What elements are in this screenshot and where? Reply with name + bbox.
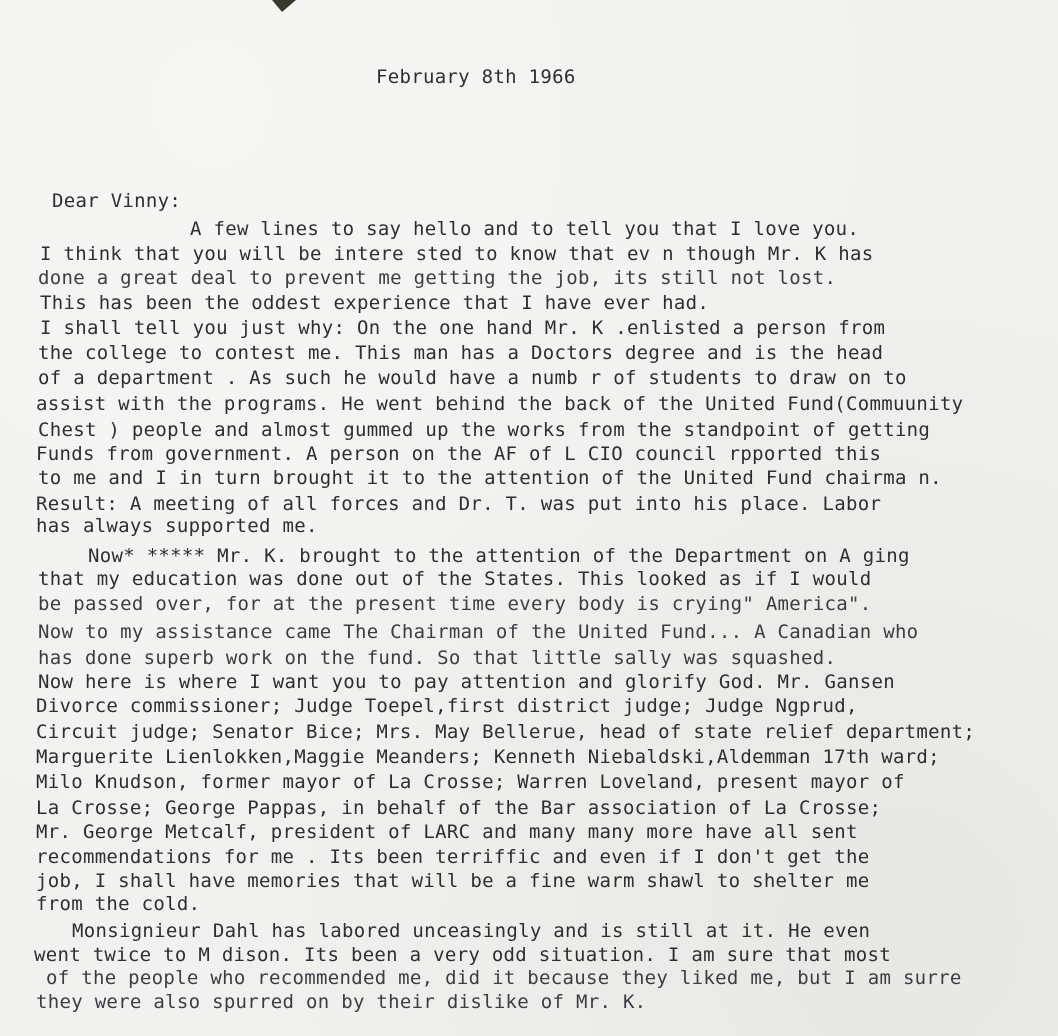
letter-line: Monsignieur Dahl has labored unceasingly and is still at it. He even xyxy=(72,920,871,942)
letter-line: went twice to M dison. Its been a very odd situation. I am sure that most xyxy=(34,944,891,966)
letter-line: Now* ***** Mr. K. brought to the attention of the Department on A ging xyxy=(88,545,910,567)
letter-line: has done superb work on the fund. So that little sally was squashed. xyxy=(38,647,837,669)
letter-line: Milo Knudson, former mayor of La Crosse; Warren Loveland, present mayor of xyxy=(36,771,905,793)
letter-line: Circuit judge; Senator Bice; Mrs. May Bellerue, head of state relief department; xyxy=(36,721,976,743)
letter-line: recommendations for me . Its been terriffic and even if I don't get the xyxy=(36,846,870,868)
letter-line: assist with the programs. He went behind the back of the United Fund(Commuunity xyxy=(36,393,964,415)
letter-salutation: Dear Vinny: xyxy=(52,190,182,212)
letter-line: Mr. George Metcalf, president of LARC and many many more have all sent xyxy=(36,821,858,843)
letter-line: has always supported me. xyxy=(36,515,318,537)
letter-line: they were also spurred on by their dislike of Mr. K. xyxy=(36,991,647,1013)
letter-line: done a great deal to prevent me getting the job, its still not lost. xyxy=(38,267,837,289)
letter-line: This has been the oddest experience that I have ever had. xyxy=(40,292,710,314)
letter-line: of a department . As such he would have a numb r of students to draw on to xyxy=(38,367,907,389)
letter-line: I think that you will be intere sted to know that ev n though Mr. K has xyxy=(40,243,874,265)
letter-line: Chest ) people and almost gummed up the works from the standpoint of getting xyxy=(38,419,931,441)
letter-line: Funds from government. A person on the AF of L CIO council rpported this xyxy=(36,443,882,465)
letter-line: to me and I in turn brought it to the attention of the United Fund chairma n. xyxy=(38,467,942,489)
letter-line: Now here is where I want you to pay attention and glorify God. Mr. Gansen xyxy=(38,671,895,693)
letter-line: Divorce commissioner; Judge Toepel,first district judge; Judge Ngprud, xyxy=(36,695,858,717)
letter-line: be passed over, for at the present time every body is crying" America". xyxy=(38,593,872,615)
letter-line: Now to my assistance came The Chairman of the United Fund... A Canadian who xyxy=(38,621,919,643)
letter-line: Marguerite Lienlokken,Maggie Meanders; Kenneth Niebaldski,Aldemman 17th ward; xyxy=(36,746,940,768)
letter-date: February 8th 1966 xyxy=(376,66,576,88)
letter-line: Result: A meeting of all forces and Dr. T. was put into his place. Labor xyxy=(36,493,882,515)
letter-line: job, I shall have memories that will be a fine warm shawl to shelter me xyxy=(36,870,870,892)
letter-line: I shall tell you just why: On the one hand Mr. K .enlisted a person from xyxy=(40,317,886,339)
letter-line: La Crosse; George Pappas, in behalf of the Bar association of La Crosse; xyxy=(36,797,882,819)
letter-line: that my education was done out of the States. This looked as if I would xyxy=(38,568,872,590)
letter-line: A few lines to say hello and to tell you that I love you. xyxy=(190,218,860,240)
letter-line: from the cold. xyxy=(36,893,201,915)
letter-line: of the people who recommended me, did it because they liked me, but I am surre xyxy=(46,967,962,989)
letter-line: the college to contest me. This man has a Doctors degree and is the head xyxy=(38,342,884,364)
